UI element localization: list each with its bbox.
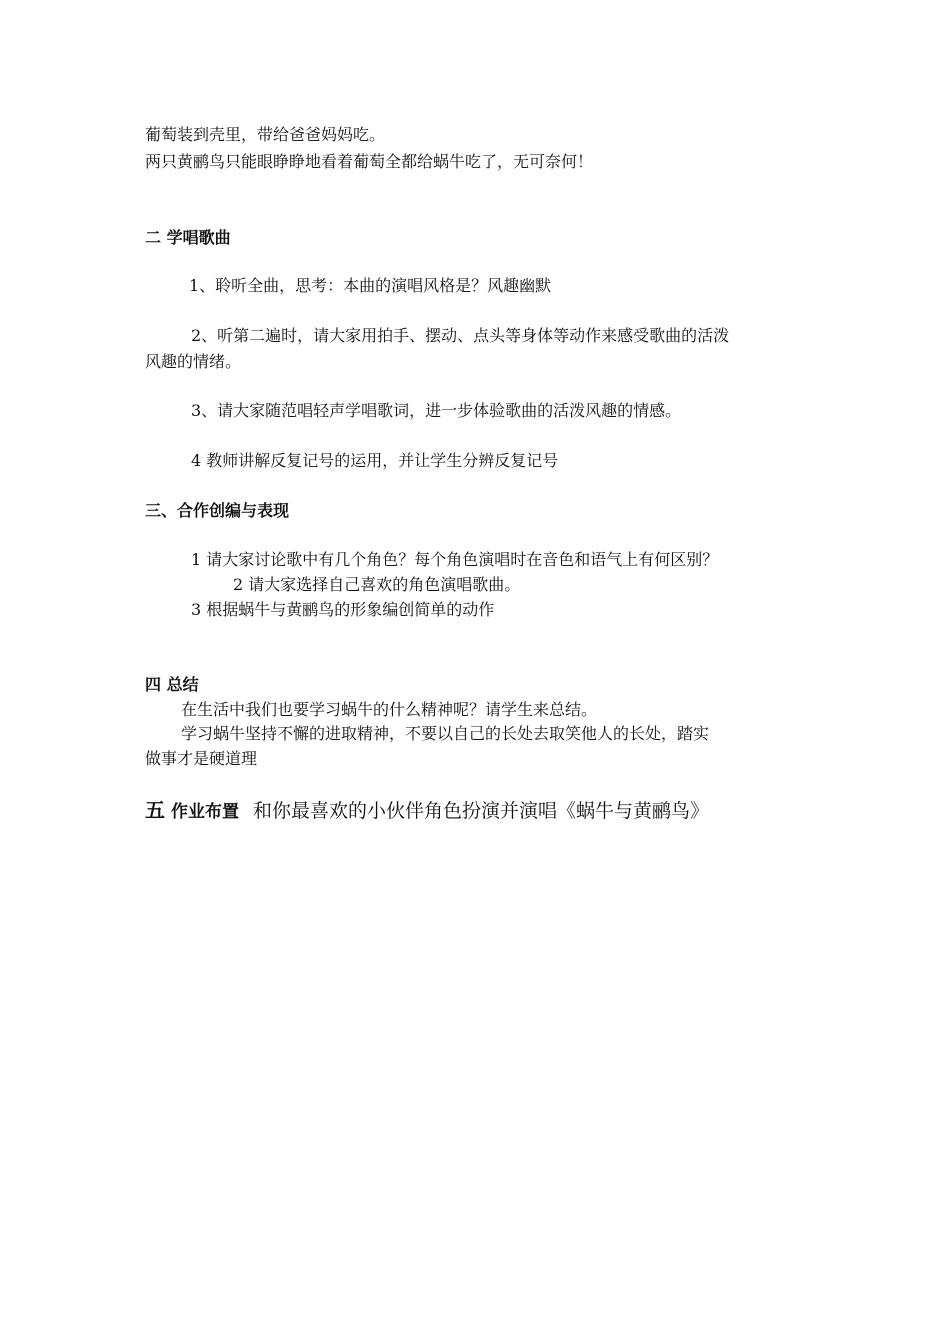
section-2-item-1: 1、聆听全曲，思考：本曲的演唱风格是？风趣幽默 <box>189 276 552 295</box>
section-5-homework <box>145 795 709 827</box>
section-4-heading: 四 总结 <box>145 675 199 694</box>
section-3-item-3: 3 根据蜗牛与黄鹂鸟的形象编创简单的动作 <box>191 600 495 619</box>
section-3-heading: 三、合作创编与表现 <box>145 501 290 520</box>
section-2-item-3: 3、请大家随范唱轻声学唱歌词，进一步体验歌曲的活泼风趣的情感。 <box>191 401 682 420</box>
intro-line-2: 两只黄鹂鸟只能眼睁睁地看着葡萄全都给蜗牛吃了，无可奈何！ <box>145 152 594 171</box>
section-3-item-2: 2 请大家选择自己喜欢的角色演唱歌曲。 <box>233 575 521 594</box>
section-2-heading: 二 学唱歌曲 <box>145 228 231 247</box>
section-5-text: 和你最喜欢的小伙伴角色扮演并演唱《蜗牛与黄鹂鸟》 <box>253 800 710 822</box>
section-2-item-2-line-2: 风趣的情绪。 <box>145 352 242 371</box>
section-2-item-2-line-1: 2、听第二遍时，请大家用拍手、摆动、点头等身体等动作来感受歌曲的活泼 <box>191 326 730 345</box>
section-2-item-4: 4 教师讲解反复记号的运用，并让学生分辨反复记号 <box>191 451 559 470</box>
section-4-line-1: 在生活中我们也要学习蜗牛的什么精神呢？请学生来总结。 <box>181 700 598 719</box>
section-4-line-2: 学习蜗牛坚持不懈的进取精神，不要以自己的长处去取笑他人的长处，踏实 <box>181 724 710 743</box>
section-5-number: 五 <box>145 798 165 822</box>
intro-line-1: 葡萄装到壳里，带给爸爸妈妈吃。 <box>145 125 386 144</box>
section-4-line-3: 做事才是硬道理 <box>145 749 258 768</box>
section-5-label: 作业布置 <box>171 802 239 822</box>
section-3-item-1: 1 请大家讨论歌中有几个角色？每个角色演唱时在音色和语气上有何区别？ <box>191 550 719 569</box>
